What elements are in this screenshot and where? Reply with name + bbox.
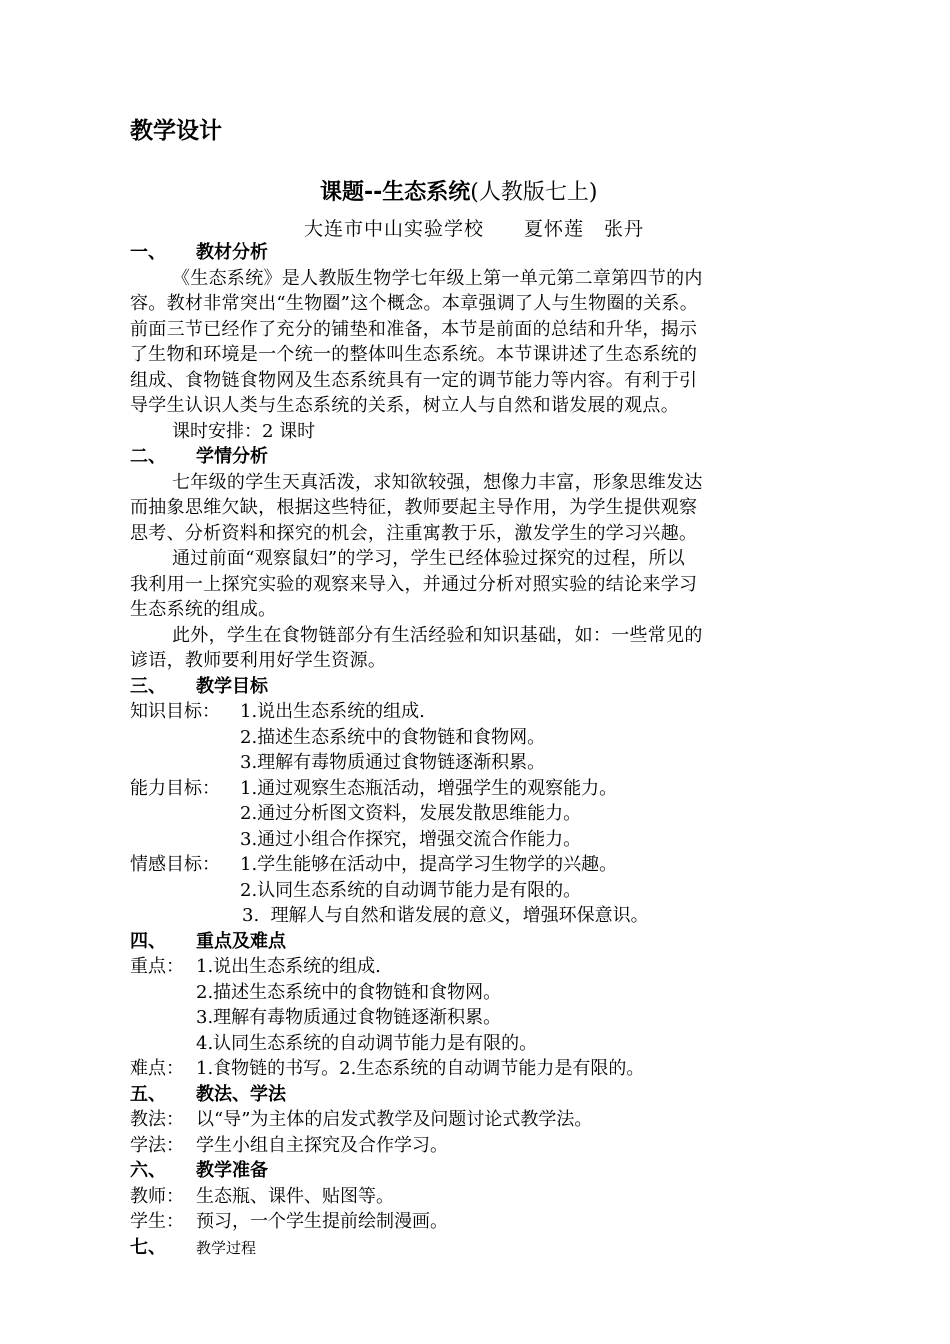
section-number: 三、 [130,675,166,697]
section-heading [130,1235,842,1261]
goal-item: 3. 理解人与自然和谐发展的意义，增强环保意识。 [242,905,649,926]
document-body [130,240,842,1260]
teacher-prep-row [130,1184,842,1210]
learning-method-row [130,1133,842,1159]
difficult-point-text: 1.食物链的书写。2.生态系统的自动调节能力是有限的。 [196,1058,645,1079]
key-point-item: 1.说出生态系统的组成. [196,956,381,977]
teacher-prep-label: 教师： [130,1185,184,1207]
paragraph-line: 导学生认识人类与生态系统的关系，树立人与自然和谐发展的观点。 [130,395,679,416]
student-prep-text: 预习，一个学生提前绘制漫画。 [196,1211,448,1232]
paragraph-line: 组成、食物链食物网及生态系统具有一定的调节能力等内容。有利于引 [130,369,698,391]
section-title: 学情分析 [196,446,268,467]
goal-item: 3.理解有毒物质通过食物链逐渐积累。 [240,752,546,773]
section-heading [130,240,842,266]
section-title: 教学准备 [196,1160,268,1181]
goal-item: 3.通过小组合作探究，增强交流合作能力。 [240,828,582,850]
section-heading [130,444,842,470]
emotion-goal-label: 情感目标： [130,854,220,875]
paragraph-line: 而抽象思维欠缺，根据这些特征，教师要起主导作用，为学生提供观察 [130,497,698,518]
ability-goal-label: 能力目标： [130,777,220,799]
lesson-title [320,175,597,206]
key-point-label: 重点： [130,956,184,977]
difficult-point-label: 难点： [130,1058,184,1079]
section-number: 五、 [130,1083,166,1105]
teaching-method-label: 教法： [130,1109,184,1130]
goal-item: 2.通过分析图文资料，发展发散思维能力。 [240,803,582,824]
goal-item: 1.学生能够在活动中，提高学习生物学的兴趣。 [240,854,618,875]
goal-item: 1.说出生态系统的组成. [240,701,425,722]
knowledge-goal-label: 知识目标： [130,701,220,722]
paragraph-line: 思考、分析资料和探究的机会，注重寓教于乐，激发学生的学习兴趣。 [130,522,698,544]
paragraph-line: 我利用一上探究实验的观察来导入，并通过分析对照实验的结论来学习 [130,573,698,595]
difficult-point-row [130,1056,842,1082]
document-heading: 教学设计 [130,118,222,144]
paragraph [130,266,842,419]
section-title: 教学目标 [196,675,268,697]
paragraph [130,470,842,547]
goal-item: 2.认同生态系统的自动调节能力是有限的。 [240,879,582,901]
learning-method-text: 学生小组自主探究及合作学习。 [196,1134,448,1156]
paragraph-line: 谚语，教师要利用好学生资源。 [130,650,387,671]
section-heading [130,929,842,955]
paragraph-line: 了生物和环境是一个统一的整体叫生态系统。本节课讲述了生态系统的 [130,344,698,365]
key-point-item: 2.描述生态系统中的食物链和食物网。 [196,981,502,1003]
paragraph [130,623,842,674]
goal-row [130,852,842,878]
section-number: 一、 [130,242,166,263]
class-schedule: 课时安排：2 课时 [172,420,316,442]
student-prep-row [130,1209,842,1235]
section-number: 四、 [130,930,166,952]
teaching-method-row [130,1107,842,1133]
lesson-title-main: 课题--生态系统 [320,180,471,205]
goal-row [130,776,842,802]
section-heading [130,674,842,700]
section-number: 二、 [130,446,166,467]
paragraph-line: 容。教材非常突出“生物圈”这个概念。本章强调了人与生物圈的关系。 [130,293,699,314]
section-title: 教法、学法 [196,1083,286,1105]
learning-method-label: 学法： [130,1134,184,1156]
student-prep-label: 学生： [130,1211,184,1232]
key-point-item: 3.理解有毒物质通过食物链逐渐积累。 [196,1007,502,1028]
section-heading [130,1082,842,1108]
author-line: 大连市中山实验学校 夏怀莲 张丹 [304,218,645,240]
teaching-method-text: 以“导”为主体的启发式教学及问题讨论式教学法。 [196,1109,593,1130]
paragraph-line: 七年级的学生天真活泼，求知欲较强，想像力丰富，形象思维发达 [172,471,703,493]
goal-item: 1.通过观察生态瓶活动，增强学生的观察能力。 [240,777,618,799]
paragraph-line: 通过前面“观察鼠妇”的学习，学生已经体验过探究的过程，所以 [172,548,686,569]
goal-item: 2.描述生态系统中的食物链和食物网。 [240,726,546,748]
paragraph-line: 《生态系统》是人教版生物学七年级上第一单元第二章第四节的内 [172,267,703,289]
section-title: 教学过程 [196,1238,257,1257]
paragraph-line: 生态系统的组成。 [130,599,277,620]
section-title: 重点及难点 [196,930,286,952]
section-number: 七、 [130,1236,166,1258]
section-heading [130,1158,842,1184]
lesson-title-edition: (人教版七上) [470,180,598,205]
paragraph-line: 前面三节已经作了充分的铺垫和准备，本节是前面的总结和升华，揭示 [130,318,698,340]
key-point-row [130,954,842,980]
teacher-prep-text: 生态瓶、课件、贴图等。 [196,1185,394,1207]
key-point-item: 4.认同生态系统的自动调节能力是有限的。 [196,1032,538,1054]
section-number: 六、 [130,1160,166,1181]
paragraph-line: 此外，学生在食物链部分有生活经验和知识基础，如：一些常见的 [172,624,703,646]
goal-row [130,699,842,725]
section-title: 教材分析 [196,242,268,263]
paragraph [130,546,842,623]
